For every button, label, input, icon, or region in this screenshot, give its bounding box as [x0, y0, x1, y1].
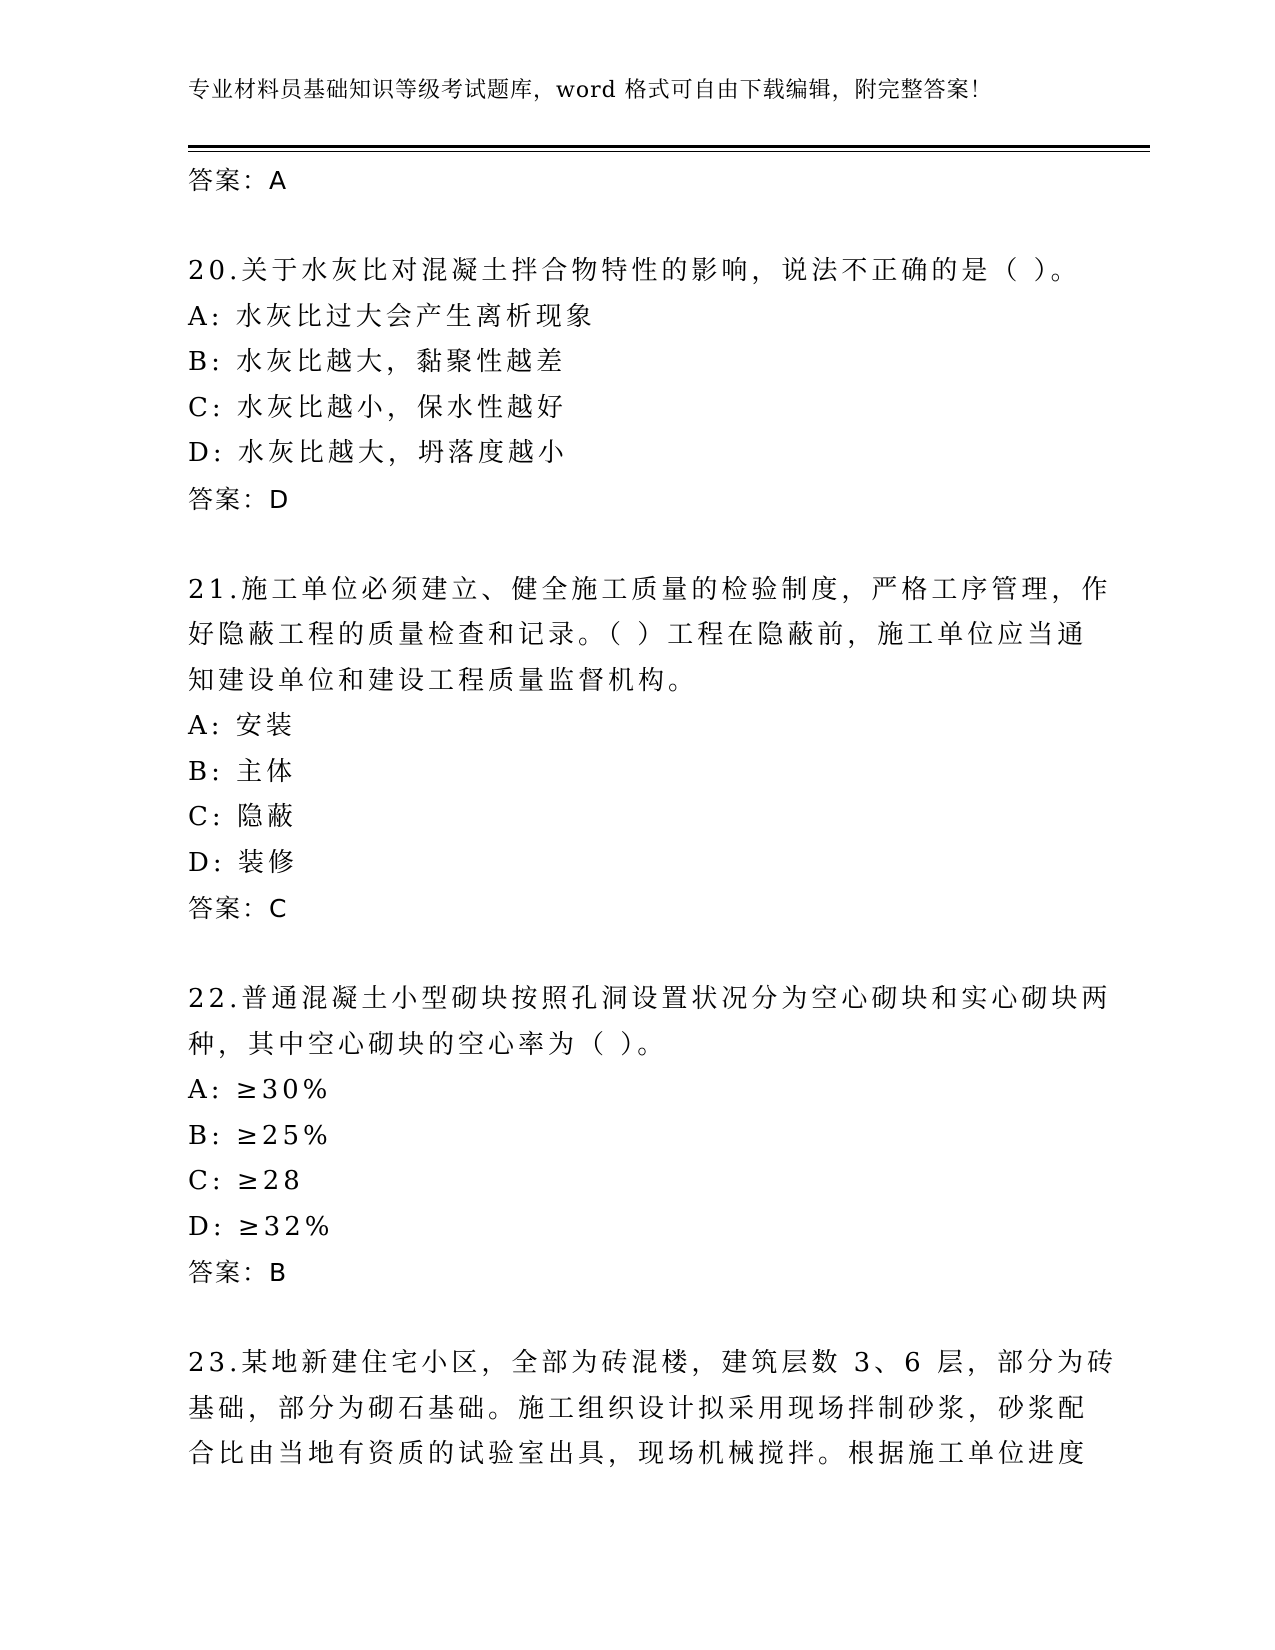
question-text: 知建设单位和建设工程质量监督机构。 [188, 665, 699, 696]
answer-line: 答案：B [188, 1258, 289, 1287]
question-text: 种，其中空心砌块的空心率为（ ）。 [188, 1029, 668, 1060]
question-block [188, 568, 1112, 932]
spacer [188, 204, 1088, 250]
option-b: B: ≥25% [188, 1120, 332, 1151]
option-c: C: 隐蔽 [188, 802, 297, 832]
option-b: B: 主体 [188, 756, 297, 787]
header-rule-thin [188, 151, 1150, 152]
question-text: 好隐蔽工程的质量检查和记录。（ ）工程在隐蔽前，施工单位应当通 [188, 620, 1088, 650]
option-a: A: 安装 [188, 711, 296, 741]
option-d: D: 装修 [188, 847, 298, 878]
option-a: A: 水灰比过大会产生离析现象 [188, 301, 596, 332]
answer-line: 答案：A [188, 166, 289, 195]
question-text: 21.施工单位必须建立、健全施工质量的检验制度，严格工序管理，作 [188, 574, 1112, 605]
question-text: 22.普通混凝土小型砌块按照孔洞设置状况分为空心砌块和实心砌块两 [188, 984, 1112, 1014]
document-body [188, 158, 1117, 1478]
question-text: 基础，部分为砌石基础。施工组织设计拟采用现场拌制砂浆，砂浆配 [188, 1393, 1089, 1424]
question-block [188, 1341, 1117, 1478]
answer-line: 答案：D [188, 484, 291, 514]
option-c: C: ≥28 [188, 1166, 304, 1196]
spacer [188, 932, 1088, 978]
option-d: D: ≥32% [188, 1211, 334, 1242]
question-block [188, 977, 1112, 1296]
spacer [188, 1296, 1088, 1342]
option-a: A: ≥30% [188, 1075, 332, 1105]
question-block [188, 249, 1088, 522]
answer-line: 答案：C [188, 894, 289, 923]
option-b: B: 水灰比越大，黏聚性越差 [188, 347, 567, 377]
question-text: 23.某地新建住宅小区，全部为砖混楼，建筑层数 3、6 层，部分为砖 [188, 1348, 1117, 1378]
question-text: 合比由当地有资质的试验室出具，现场机械搅拌。根据施工单位进度 [188, 1439, 1089, 1469]
header-rule-thick [188, 145, 1150, 148]
question-text: 20.关于水灰比对混凝土拌合物特性的影响，说法不正确的是（ ）。 [188, 256, 1081, 286]
page-header: 专业材料员基础知识等级考试题库，word 格式可自由下载编辑，附完整答案！ [188, 78, 993, 103]
option-c: C: 水灰比越小，保水性越好 [188, 392, 567, 423]
option-d: D: 水灰比越大，坍落度越小 [188, 438, 568, 468]
spacer [188, 522, 1088, 568]
